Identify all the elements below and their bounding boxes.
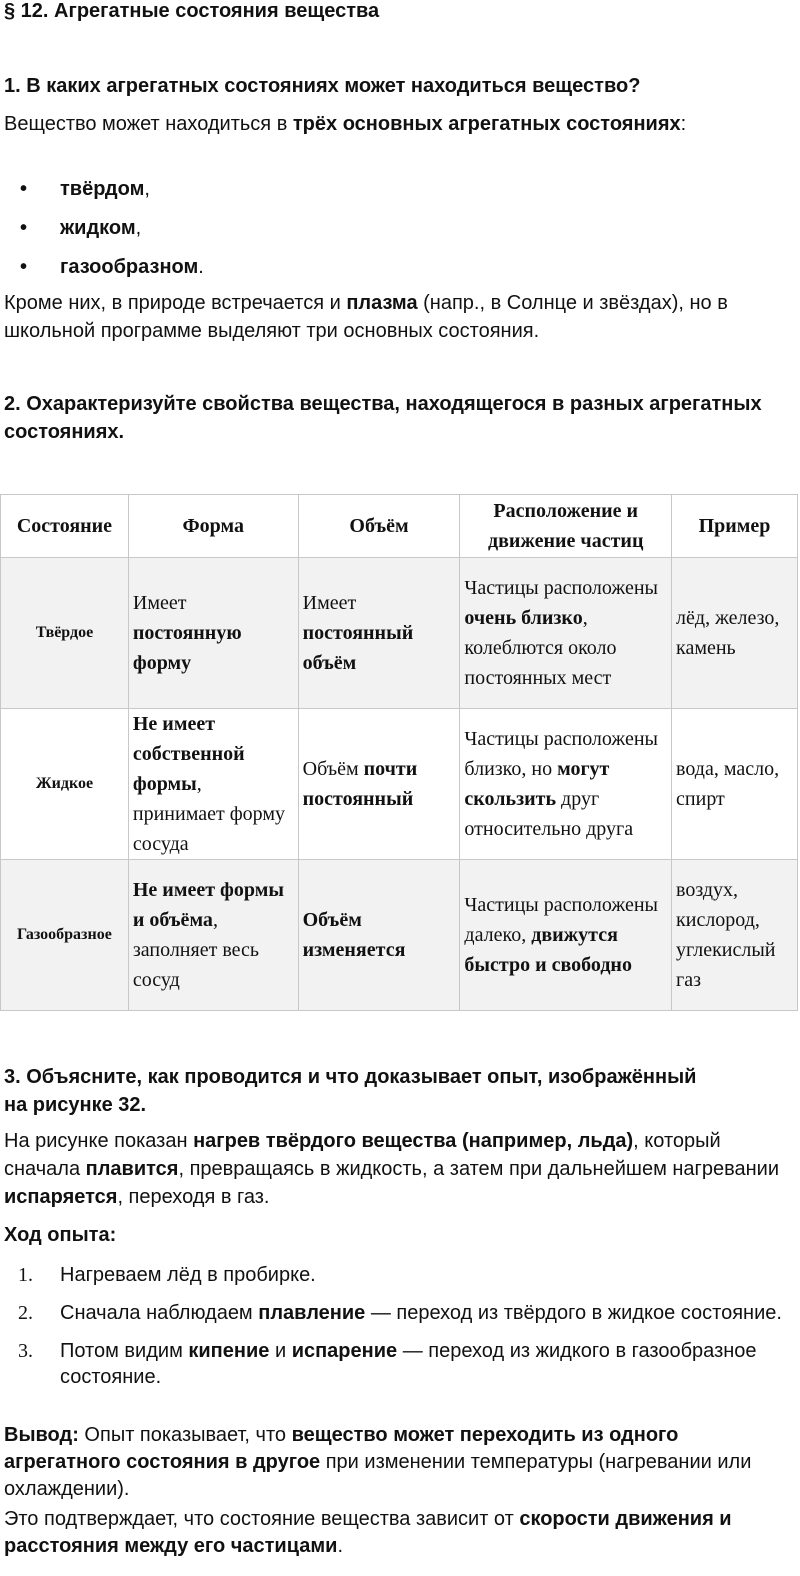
column-header: Состояние (1, 495, 129, 558)
bullet-icon: • (20, 178, 28, 200)
list-item: • жидком, (0, 214, 204, 253)
form-cell: Не имеет собственной формы, принимает форму сосуда (128, 709, 298, 860)
course-label: Ход опыта: (4, 1224, 117, 1246)
example-cell: лёд, железо, камень (672, 558, 798, 709)
column-header: Объём (298, 495, 460, 558)
volume-cell: Объём почти постоянный (298, 709, 460, 860)
page-title: § 12. Агрегатные состояния вещества (4, 0, 380, 22)
conclusion: Вывод: Опыт показывает, что вещество может переходить из одного агрегатного состояния в другое при изменении температуры (нагревании или охлаждении). (4, 1424, 752, 1500)
example-cell: воздух, кислород, углекислый газ (672, 860, 798, 1011)
plasma-note: Кроме них, в природе встречается и плазма (напр., в Солнце и звёздах), но в школьной программе выделяют три основных состояния. (4, 292, 728, 342)
state-cell: Жидкое (1, 709, 129, 860)
example-cell: вода, масло, спирт (672, 709, 798, 860)
bullet-icon: • (20, 217, 28, 239)
state-cell: Газообразное (1, 860, 129, 1011)
experiment-description: На рисунке показан нагрев твёрдого вещества (например, льда), который сначала плавится, превращаясь в жидкость, а затем при дальнейшем нагревании испаряется, переходя в газ. (4, 1130, 779, 1208)
form-cell: Имеет постоянную форму (128, 558, 298, 709)
question-2-heading: 2. Охарактеризуйте свойства вещества, находящегося в разных агрегатных состояниях. (4, 393, 762, 443)
column-header: Пример (672, 495, 798, 558)
states-list (0, 175, 204, 292)
list-item: • твёрдом, (0, 175, 204, 214)
question-1-heading: 1. В каких агрегатных состояниях может находиться вещество? (4, 75, 641, 97)
list-item: 2. Сначала наблюдаем плавление — переход из твёрдого в жидкое состояние. (18, 1302, 782, 1324)
table-header-row (1, 495, 798, 558)
particles-cell: Частицы расположены близко, но могут скользить друг относительно друга (460, 709, 672, 860)
particles-cell: Частицы расположены далеко, движутся быстро и свободно (460, 860, 672, 1011)
list-item: 3. Потом видим кипение и испарение — переход из жидкого в газообразное состояние. (18, 1340, 757, 1388)
particles-cell: Частицы расположены очень близко, колеблются около постоянных мест (460, 558, 672, 709)
bullet-icon: • (20, 256, 28, 278)
list-item: • газообразном. (0, 253, 204, 292)
experiment-steps (0, 1262, 800, 1402)
final-statement: Это подтверждает, что состояние вещества зависит от скорости движения и расстояния между его частицами. (4, 1508, 732, 1557)
form-cell: Не имеет формы и объёма, заполняет весь сосуд (128, 860, 298, 1011)
volume-cell: Имеет постоянный объём (298, 558, 460, 709)
table-row (1, 860, 798, 1011)
question-3-heading: 3. Объясните, как проводится и что доказывает опыт, изображённый на рисунке 32. (4, 1066, 697, 1116)
states-table (0, 494, 798, 1011)
column-header: Форма (128, 495, 298, 558)
table-row (1, 709, 798, 860)
list-item: 1. Нагреваем лёд в пробирке. (18, 1264, 316, 1286)
question-1-intro: Вещество может находиться в трёх основных агрегатных состояниях: (4, 113, 687, 135)
table-row (1, 558, 798, 709)
state-cell: Твёрдое (1, 558, 129, 709)
volume-cell: Объём изменяется (298, 860, 460, 1011)
column-header: Расположение и движение частиц (460, 495, 672, 558)
